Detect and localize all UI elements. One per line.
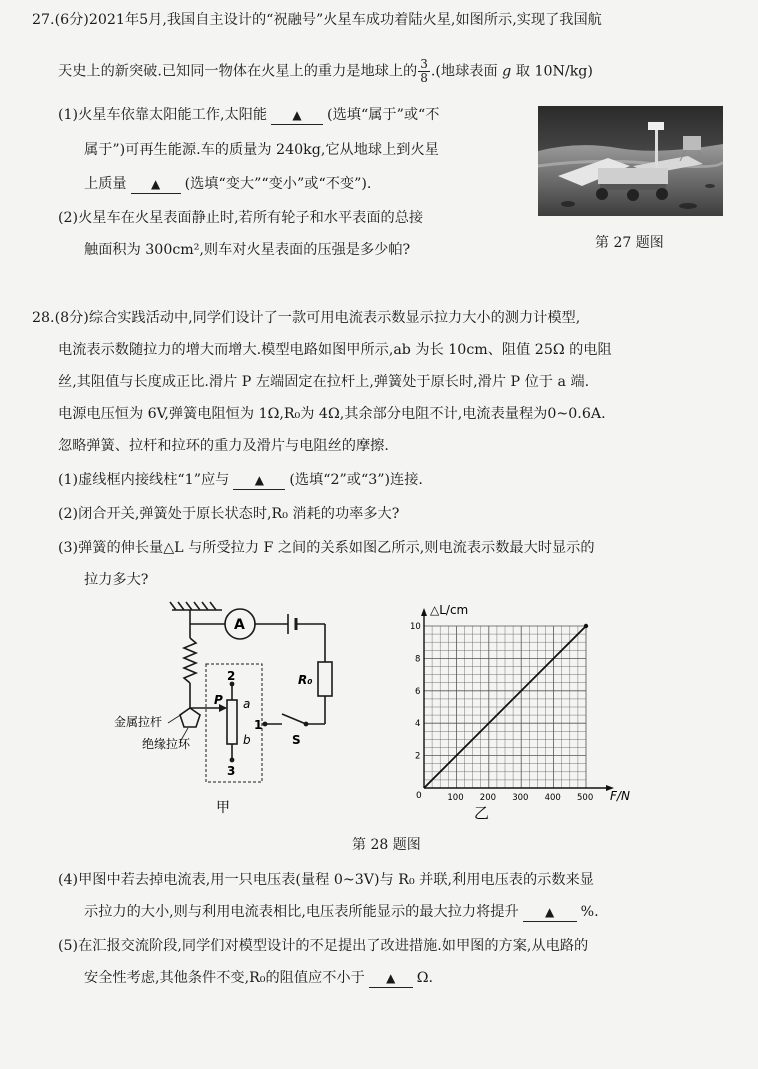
y-tick-label: 2 — [415, 751, 421, 762]
q27-part1-line-1 — [58, 105, 439, 125]
y-tick-label: 8 — [415, 654, 421, 665]
q27-intro-line-1: 27.(6分)2021年5月,我国自主设计的“祝融号”火星车成功着陆火星,如图所示,实现了我国航 — [32, 12, 602, 28]
fraction-numerator: 3 — [420, 57, 428, 71]
q28-part4-line-2 — [84, 902, 599, 922]
end-b-label: b — [243, 733, 251, 747]
answer-blank-1[interactable]: ▲ — [271, 106, 323, 125]
q27-part2-line-2: 触面积为 300cm²,则车对火星表面的压强是多少帕? — [84, 242, 411, 258]
q28-part5-line-2 — [84, 968, 433, 988]
switch-pivot-dot — [304, 722, 309, 727]
y-tick-label: 4 — [415, 719, 421, 730]
q28-part3-line-1: (3)弹簧的伸长量△L 与所受拉力 F 之间的关系如图乙所示,则电流表示数最大时显示的 — [58, 540, 595, 556]
terminal-1-dot — [263, 722, 268, 727]
graph-series — [424, 624, 588, 788]
fraction-denominator: 8 — [420, 71, 428, 85]
q28-p4-text-a: 示拉力的大小,则与利用电流表相比,电压表所能显示的最大拉力将提升 — [84, 904, 519, 920]
slider-p-label: P — [214, 693, 223, 707]
q27-intro-2c: 取 10N/kg) — [515, 63, 593, 80]
q28-p4-text-b: %. — [580, 904, 599, 920]
q28-p1-text-a: (1)虚线框内接线柱“1”应与 — [58, 472, 230, 488]
answer-blank-5[interactable]: ▲ — [369, 969, 413, 988]
q27-intro-line-2 — [58, 58, 593, 85]
q28-part1 — [58, 470, 423, 490]
end-a-label: a — [243, 697, 251, 711]
ammeter-label: A — [234, 617, 245, 633]
q27-p1-text-b: (选填“属于”或“不 — [327, 107, 440, 123]
y-tick-label: 10 — [410, 622, 421, 632]
q28-figure-caption: 第 28 题图 — [352, 837, 421, 853]
q28-intro-line-5: 忽略弹簧、拉杆和拉环的重力及滑片与电阻丝的摩擦. — [58, 438, 389, 454]
terminal-3-label: 3 — [227, 764, 236, 778]
y-axis-arrow-icon — [421, 608, 427, 616]
q27-p1-text-c: 上质量 — [84, 176, 127, 192]
q27-figure-caption: 第 27 题图 — [595, 235, 664, 251]
switch-s-label: S — [292, 733, 301, 747]
graph-origin-label: 0 — [416, 791, 422, 801]
q27-part2-line-1: (2)火星车在火星表面静止时,若所有轮子和水平表面的总接 — [58, 210, 424, 226]
graph-tick-labels — [410, 622, 593, 803]
metal-rod-label: 金属拉杆 — [114, 715, 163, 729]
q28-p1-text-b: (选填“2”或“3”)连接. — [289, 472, 423, 488]
y-tick-label: 6 — [415, 686, 421, 697]
r0-label: R₀ — [298, 673, 313, 687]
q28-p5-text-a: 安全性考虑,其他条件不变,R₀的阻值应不小于 — [84, 970, 365, 986]
graph-x-label: F/N — [610, 789, 630, 803]
terminal-3-dot — [230, 758, 235, 763]
q27-p1-text-d: (选填“变大”“变小”或“不变”). — [184, 176, 372, 192]
answer-blank-3[interactable]: ▲ — [233, 471, 285, 490]
q27-intro-2b: .(地球表面 — [430, 63, 498, 80]
q28-part3-line-2: 拉力多大? — [84, 572, 149, 588]
q28-part2: (2)闭合开关,弹簧处于原长状态时,R₀ 消耗的功率多大? — [58, 506, 400, 522]
q28-intro-line-3: 丝,其阻值与长度成正比.滑片 P 左端固定在拉杆上,弹簧处于原长时,滑片 P 位于 a 端. — [58, 374, 590, 390]
mars-rover-photo — [538, 106, 723, 216]
terminal-2-label: 2 — [227, 669, 236, 683]
graph-caption: 乙 — [474, 804, 490, 822]
q28-part5-line-1: (5)在汇报交流阶段,同学们对模型设计的不足提出了改进措施.如甲图的方案,从电路的 — [58, 938, 589, 954]
answer-blank-2[interactable]: ▲ — [131, 175, 181, 194]
x-tick-label: 200 — [479, 793, 497, 803]
series-point — [584, 624, 588, 628]
x-tick-label: 500 — [577, 793, 594, 803]
q27-intro-2a: 天史上的新突破.已知同一物体在火星上的重力是地球上的 — [58, 63, 418, 80]
circuit-caption: 甲 — [216, 800, 230, 816]
q28-intro-line-4: 电源电压恒为 6V,弹簧电阻恒为 1Ω,R₀为 4Ω,其余部分电阻不计,电流表量程为0~0.6A. — [58, 406, 606, 422]
q27-part1-line-2: 属于”)可再生能源.车的质量为 240kg,它从地球上到火星 — [84, 142, 439, 158]
x-tick-label: 400 — [544, 793, 561, 803]
force-extension-graph — [400, 600, 650, 822]
q28-intro-line-1: 28.(8分)综合实践活动中,同学们设计了一款可用电流表示数显示拉力大小的测力计模型, — [32, 310, 581, 326]
graph-y-label: △L/cm — [430, 603, 469, 617]
x-tick-label: 300 — [512, 793, 529, 803]
answer-blank-4[interactable]: ▲ — [523, 903, 577, 922]
insulating-ring-label: 绝缘拉环 — [142, 737, 191, 751]
q28-intro-line-2: 电流表示数随拉力的增大而增大.模型电路如图甲所示,ab 为长 10cm、阻值 25Ω 的电阻 — [58, 342, 612, 358]
q27-p1-text-a: (1)火星车依靠太阳能工作,太阳能 — [58, 107, 268, 123]
g-symbol: g — [502, 63, 512, 80]
q28-p5-text-b: Ω. — [416, 970, 434, 986]
gravity-fraction — [418, 58, 430, 85]
q28-part4-line-1: (4)甲图中若去掉电流表,用一只电压表(量程 0~3V)与 R₀ 并联,利用电压表的示数来显 — [58, 872, 594, 888]
terminal-1-label: 1 — [254, 718, 263, 732]
x-tick-label: 100 — [447, 793, 464, 803]
q27-part1-line-3 — [84, 174, 371, 194]
circuit-diagram — [110, 596, 370, 822]
